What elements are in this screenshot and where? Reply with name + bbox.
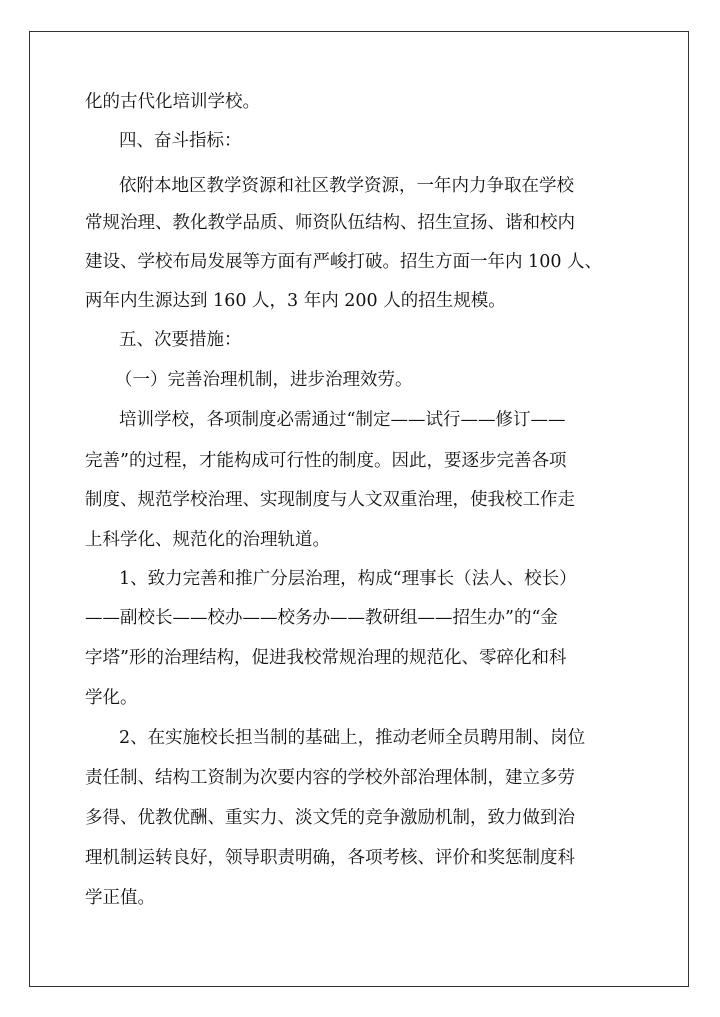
- text-line: 化的古代化培训学校。: [85, 92, 260, 112]
- text-line: 上科学化、规范化的治理轨道。: [85, 530, 330, 550]
- text-line: 完善”的过程，才能构成可行性的制度。因此，要逐步完善各项: [85, 451, 567, 471]
- text-line: 责任制、结构工资制为次要内容的学校外部治理体制，建立多劳: [85, 768, 575, 788]
- section-heading: 四、奋斗指标：: [119, 131, 242, 151]
- text-line: 学正值。: [85, 888, 155, 908]
- text-line: ——副校长——校办——校务办——教研组——招生办”的“金: [85, 608, 558, 628]
- subsection-heading: （一）完善治理机制，进步治理效劳。: [115, 370, 413, 390]
- text-line: 依附本地区教学资源和社区教学资源，一年内力争取在学校: [119, 176, 574, 196]
- text-line: 2、在实施校长担当制的基础上，推动老师全员聘用制、岗位: [119, 728, 586, 748]
- text-line: 学化。: [85, 688, 138, 708]
- text-line: 制度、规范学校治理、实现制度与人文双重治理，使我校工作走: [85, 490, 575, 510]
- text-line: 多得、优教优酬、重实力、淡文凭的竞争激励机制，致力做到治: [85, 808, 575, 828]
- section-heading: 五、次要措施：: [119, 330, 242, 350]
- text-line: 建设、学校布局发展等方面有严峻打破。招生方面一年内 100 人、: [85, 252, 603, 272]
- text-line: 1、致力完善和推广分层治理，构成“理事长（法人、校长）: [119, 569, 577, 589]
- text-line: 理机制运转良好，领导职责明确，各项考核、评价和奖惩制度科: [85, 848, 575, 868]
- text-line: 两年内生源达到 160 人，3 年内 200 人的招生规模。: [85, 291, 506, 311]
- text-line: 培训学校，各项制度必需通过“制定——试行——修订——: [119, 410, 566, 430]
- text-line: 常规治理、教化教学品质、师资队伍结构、招生宣扬、谐和校内: [85, 213, 575, 233]
- text-line: 字塔”形的治理结构，促进我校常规治理的规范化、零碎化和科: [85, 648, 567, 668]
